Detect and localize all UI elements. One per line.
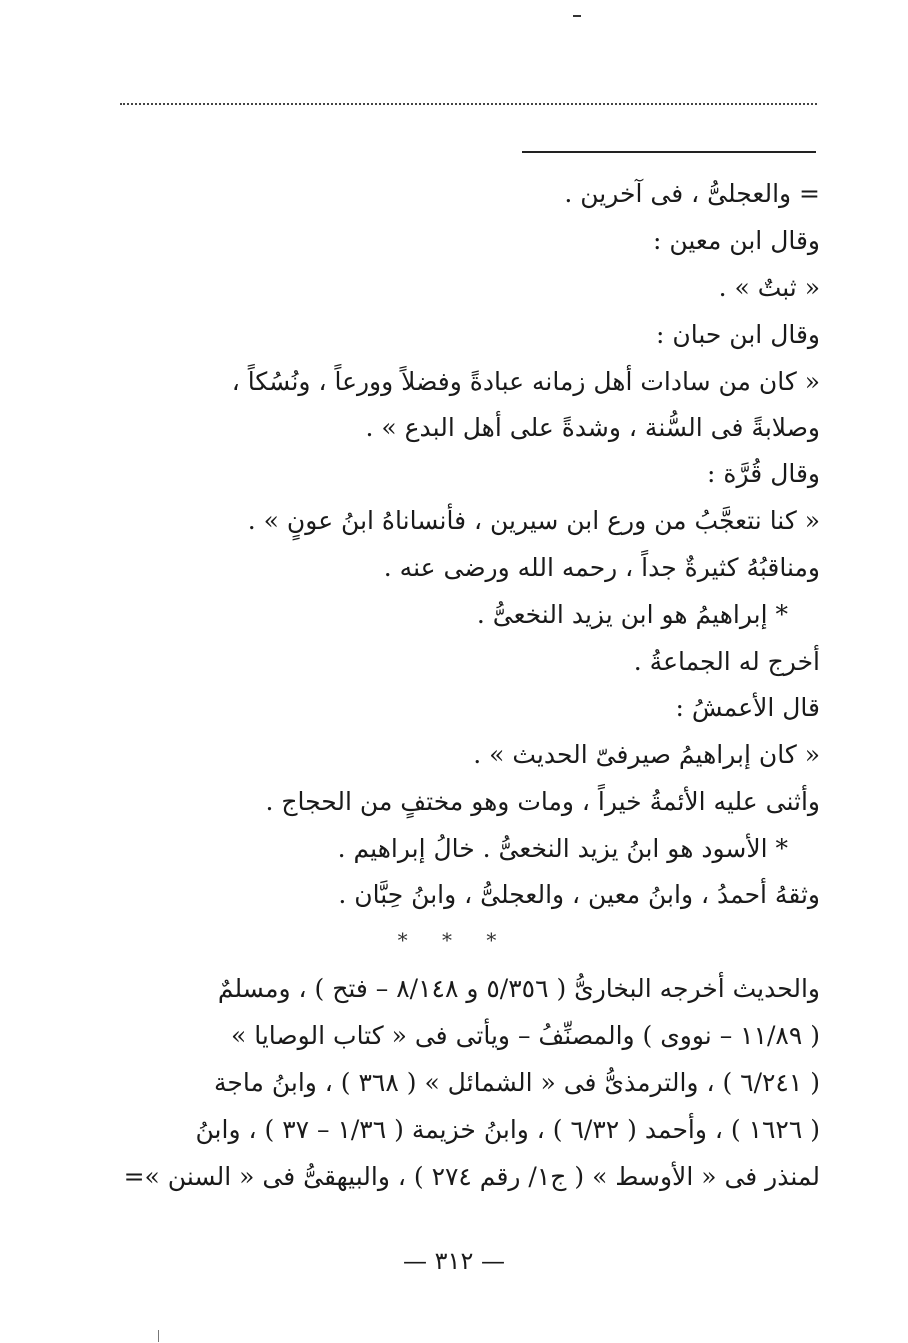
text-line-20: ( ١٦٢٦ ) ، وأحمد ( ٦/٣٢ ) ، وابنُ خزيمة ( ١/٣٦ – ٣٧ ) ، وابنُ: [195, 1115, 820, 1144]
header-dotted-rule: [120, 103, 817, 105]
top-mark: [573, 15, 581, 17]
text-line-14: وأثنى عليه الأئمةُ خيراً ، ومات وهو مختفٍ من الحجاج .: [265, 787, 820, 816]
text-line-11: أخرج له الجماعةُ .: [633, 647, 820, 676]
text-line-9: ومناقبُهُ كثيرةٌ جداً ، رحمه الله ورضى عنه .: [383, 553, 820, 582]
text-line-3: « ثبتٌ » .: [718, 273, 820, 302]
text-line-4: وقال ابن حبان :: [656, 320, 820, 349]
text-line-17: والحديث أخرجه البخارىُّ ( ٥/٣٥٦ و ٨/١٤٨ – فتح ) ، ومسلمٌ: [217, 974, 820, 1003]
page-number: — ٣١٢ —: [403, 1247, 505, 1275]
text-line-18: ( ١١/٨٩ – نووى ) والمصنِّفُ – ويأتى فى « كتاب الوصايا »: [230, 1021, 820, 1050]
text-line-7: وقال قُرَّة :: [707, 459, 820, 488]
text-line-12: قال الأعمشُ :: [675, 693, 820, 722]
footnote-rule: [522, 151, 816, 153]
text-line-19: ( ٦/٢٤١ ) ، والترمذىُّ فى « الشمائل » ( ٣٦٨ ) ، وابنُ ماجة: [214, 1068, 820, 1097]
text-line-15: * الأسود هو ابنُ يزيد النخعىُّ . خالُ إبراهيم .: [337, 834, 788, 863]
text-line-10: * إبراهيمُ هو ابن يزيد النخعىُّ .: [476, 600, 788, 629]
text-line-13: « كان إبراهيمُ صيرفىّ الحديث » .: [473, 740, 820, 769]
text-line-2: وقال ابن معين :: [652, 226, 820, 255]
bottom-mark: [158, 1330, 159, 1342]
text-line-21: لمنذر فى « الأوسط » ( ج١/ رقم ٢٧٤ ) ، والبيهقىُّ فى « السنن »=: [123, 1162, 820, 1191]
text-line-5: « كان من سادات أهل زمانه عبادةً وفضلاً وورعاً ، ونُسُكاً ،: [231, 367, 820, 396]
text-line-8: « كنا نتعجَّبُ من ورع ابن سيرين ، فأنساناهُ ابنُ عونٍ » .: [247, 506, 820, 535]
text-line-16: وثقهُ أحمدُ ، وابنُ معين ، والعجلىُّ ، وابنُ حِبَّان .: [338, 880, 820, 909]
text-line-6: وصلابةً فى السُّنة ، وشدةً على أهل البدع » .: [365, 413, 820, 442]
text-line-1: = والعجلىُّ ، فى آخرين .: [564, 179, 820, 208]
section-separator: * * *: [397, 928, 511, 952]
